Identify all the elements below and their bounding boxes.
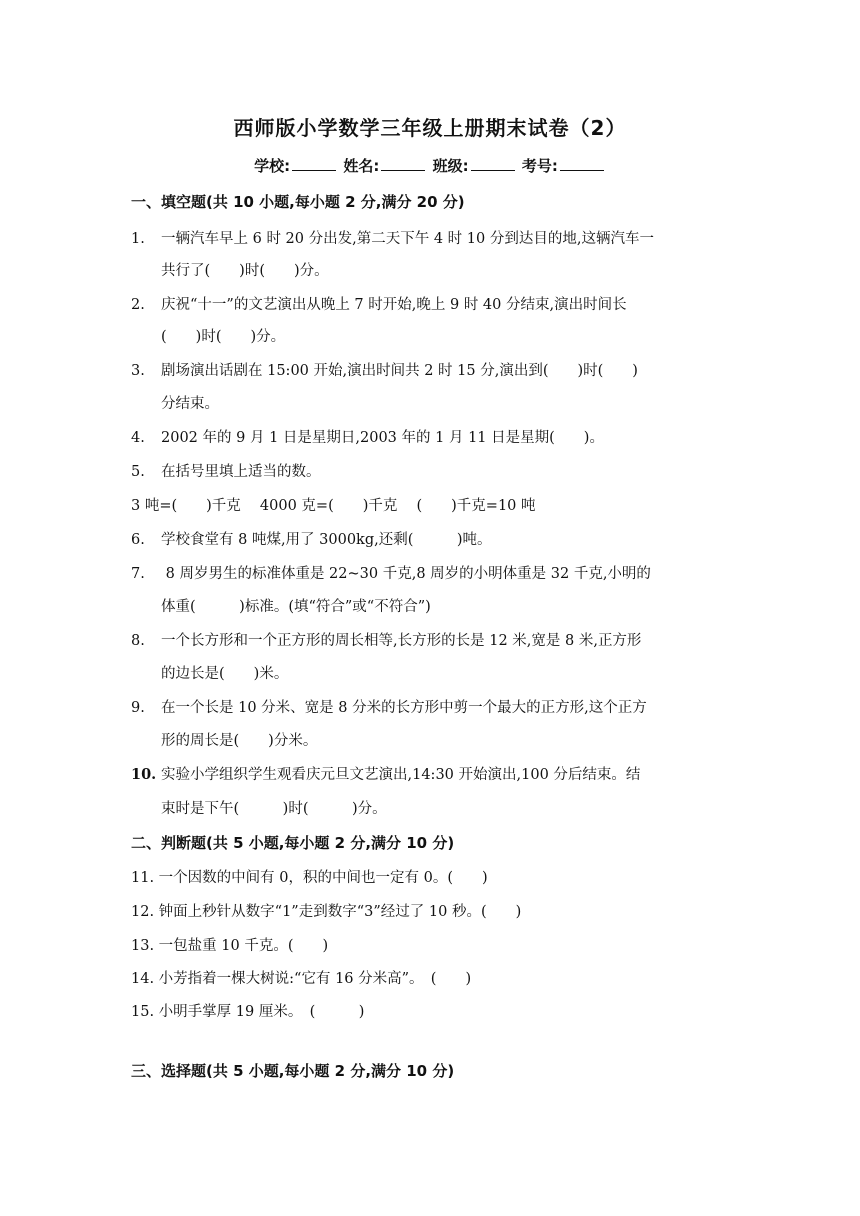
question-text: 实验小学组织学生观看庆元旦文艺演出,14:30 开始演出,100 分后结束。结 [161, 767, 641, 783]
question-5-blanks: 3 吨=( )千克 4000 克=( )千克 ( )千克=10 吨 [131, 498, 536, 514]
question-number: 9. [131, 700, 145, 716]
question-number: 1. [131, 231, 145, 247]
question-text: 一个长方形和一个正方形的周长相等,长方形的长是 12 米,宽是 8 米,正方形 [161, 633, 642, 649]
question-15: 15. 小明手掌厚 19 厘米。 ( ) [131, 1004, 365, 1020]
question-7-cont: 体重( )标准。(填“符合”或“不符合”) [161, 599, 431, 615]
question-2 [131, 293, 627, 314]
question-13: 13. 一包盐重 10 千克。( ) [131, 938, 329, 954]
question-9-cont: 形的周长是( )分米。 [161, 733, 318, 749]
question-number: 4. [131, 430, 145, 446]
question-14: 14. 小芳指着一棵大树说:“它有 16 分米高”。 ( ) [131, 971, 472, 987]
question-text: 在括号里填上适当的数。 [161, 464, 321, 480]
question-number: 6. [131, 532, 145, 548]
question-number: 7. [131, 566, 145, 582]
question-number: 10. [131, 766, 157, 783]
question-10 [131, 763, 640, 784]
question-7 [131, 562, 651, 583]
question-3-cont: 分结束。 [161, 396, 219, 412]
class-label: 班级: [432, 157, 469, 175]
question-10-cont: 束时是下午( )时( )分。 [161, 801, 387, 817]
name-label: 姓名: [343, 157, 380, 175]
exam-no-label: 考号: [521, 157, 558, 175]
question-2-cont: ( )时( )分。 [161, 329, 286, 345]
question-number: 5. [131, 464, 145, 480]
question-5 [131, 460, 321, 481]
section-2-heading: 二、判断题(共 5 小题,每小题 2 分,满分 10 分) [131, 834, 455, 852]
school-label: 学校: [254, 157, 291, 175]
question-3 [131, 359, 638, 380]
question-text: 在一个长是 10 分米、宽是 8 分米的长方形中剪一个最大的正方形,这个正方 [161, 700, 647, 716]
question-6 [131, 528, 492, 549]
question-number: 3. [131, 363, 145, 379]
school-blank[interactable] [292, 156, 336, 171]
question-11: 11. 一个因数的中间有 0，积的中间也一定有 0。( ) [131, 870, 488, 886]
question-8 [131, 629, 641, 650]
section-3-heading: 三、选择题(共 5 小题,每小题 2 分,满分 10 分) [131, 1062, 455, 1080]
question-text: 剧场演出话剧在 15:00 开始,演出时间共 2 时 15 分,演出到( )时( ) [161, 363, 638, 379]
exam-no-blank[interactable] [560, 156, 604, 171]
question-number: 2. [131, 297, 145, 313]
question-text: 8 周岁男生的标准体重是 22~30 千克,8 周岁的小明体重是 32 千克,小明的 [161, 566, 651, 582]
page-title: 西师版小学数学三年级上册期末试卷（2） [233, 116, 627, 140]
question-1 [131, 227, 654, 248]
name-blank[interactable] [381, 156, 425, 171]
question-text: 一辆汽车早上 6 时 20 分出发,第二天下午 4 时 10 分到达目的地,这辆汽车一 [161, 231, 654, 247]
question-text: 庆祝“十一”的文艺演出从晚上 7 时开始,晚上 9 时 40 分结束,演出时间长 [161, 297, 627, 313]
question-text: 学校食堂有 8 吨煤,用了 3000kg,还剩( )吨。 [161, 532, 492, 548]
question-4 [131, 426, 604, 447]
section-1-heading: 一、填空题(共 10 小题,每小题 2 分,满分 20 分) [131, 193, 465, 211]
question-9 [131, 696, 647, 717]
question-number: 8. [131, 633, 145, 649]
student-info-line [0, 155, 860, 176]
question-text: 2002 年的 9 月 1 日是星期日,2003 年的 1 月 11 日是星期( )。 [161, 430, 604, 446]
class-blank[interactable] [471, 156, 515, 171]
question-8-cont: 的边长是( )米。 [161, 666, 289, 682]
question-12: 12. 钟面上秒针从数字“1”走到数字“3”经过了 10 秒。( ) [131, 904, 522, 920]
question-1-cont: 共行了( )时( )分。 [161, 263, 329, 279]
